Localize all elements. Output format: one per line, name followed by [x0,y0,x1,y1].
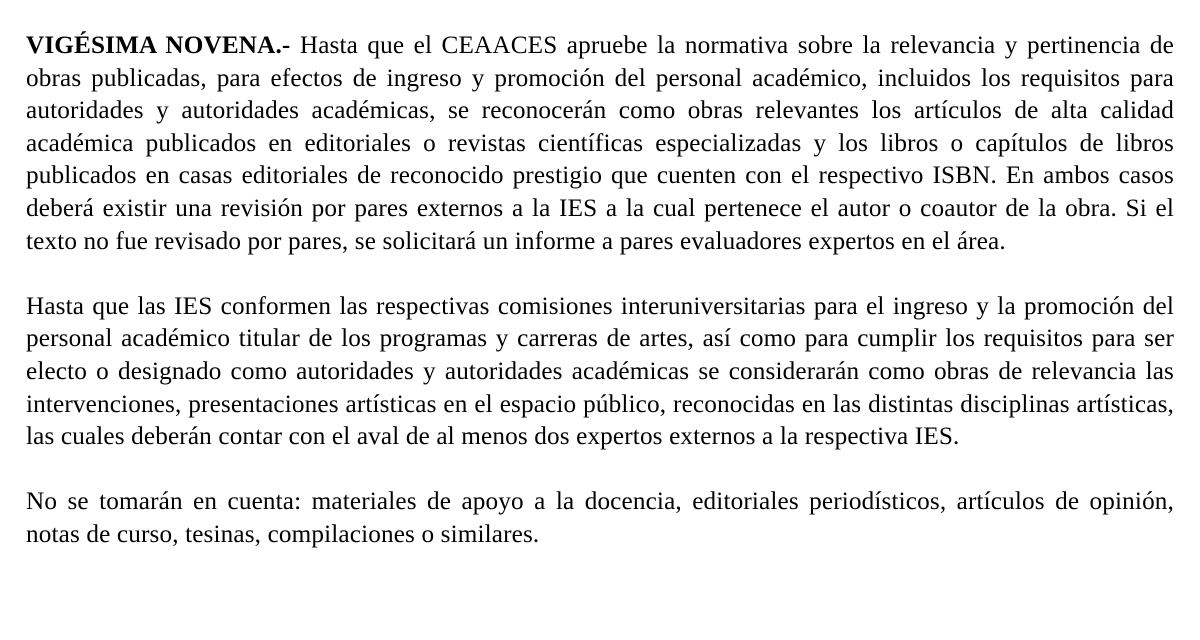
paragraph-1-text: Hasta que el CEAACES apruebe la normativa sobre la relevancia y pertinencia de obras publicadas, para efectos de ingreso y promoción del personal académico, incluidos los requisitos para autoridades y autoridades académicas, se reconocerán como obras relevantes los artículos de alta calidad académica publicados en editoriales o revistas científicas especializadas y los libros o capítulos de libros publicados en casas editoriales de reconocido prestigio que cuenten con el respectivo ISBN. En ambos casos deberá existir una revisión por pares externos a la IES a la cual pertenece el autor o coautor de la obra. Si el texto no fue revisado por pares, se solicitará un informe a pares evaluadores expertos en el área. [26,32,1174,255]
paragraph-3: No se tomarán en cuenta: materiales de apoyo a la docencia, editoriales periodísticos, artículos de opinión, notas de curso, tesinas, compilaciones o similares. [26,488,1174,548]
paragraph-2: Hasta que las IES conformen las respectivas comisiones interuniversitarias para el ingreso y la promoción del personal académico titular de los programas y carreras de artes, así como para cumplir los requisitos para ser electo o designado como autoridades y autoridades académicas se considerarán como obras de relevancia las intervenciones, presentaciones artísticas en el espacio público, reconocidas en las distintas disciplinas artísticas, las cuales deberán contar con el aval de al menos dos expertos externos a la respectiva IES. [26,292,1174,451]
paragraph-1 [26,30,1174,258]
document-body [26,30,1174,552]
article-heading: VIGÉSIMA NOVENA.- [26,32,291,59]
